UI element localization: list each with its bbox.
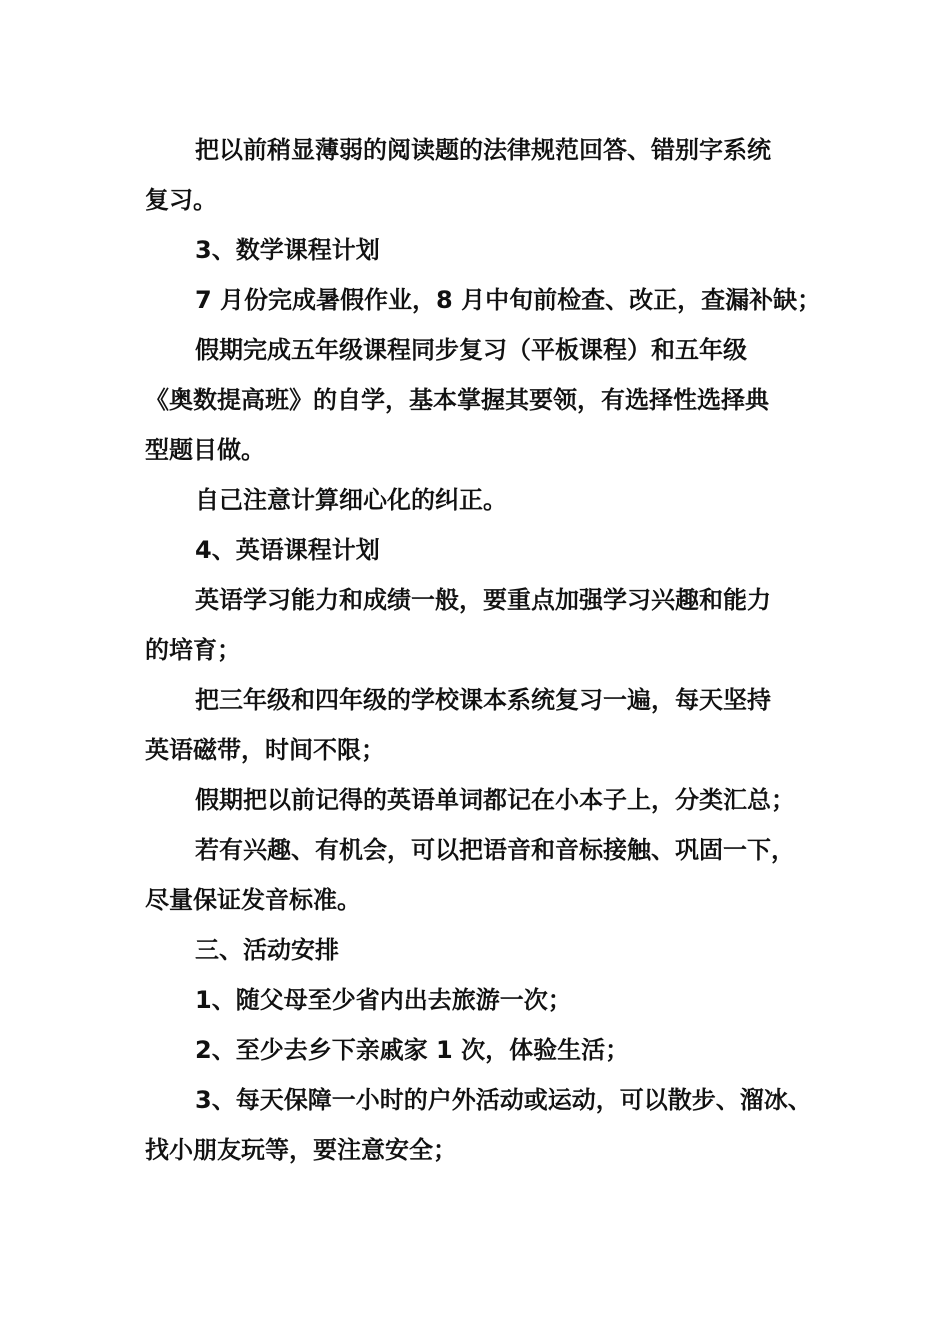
section-heading: 3、数学课程计划 <box>195 236 380 264</box>
paragraph-line: 尽量保证发音标准。 <box>145 886 361 914</box>
section-heading: 三、活动安排 <box>195 936 339 964</box>
list-item: 2、至少去乡下亲戚家 1 次，体验生活； <box>195 1036 630 1064</box>
list-item: 找小朋友玩等，要注意安全； <box>145 1136 457 1164</box>
paragraph-line: 7 月份完成暑假作业，8 月中旬前检查、改正，查漏补缺； <box>195 286 822 314</box>
paragraph-line: 假期把以前记得的英语单词都记在小本子上，分类汇总； <box>195 786 795 814</box>
paragraph-line: 《奥数提高班》的自学，基本掌握其要领，有选择性选择典 <box>145 386 769 414</box>
paragraph-line: 若有兴趣、有机会，可以把语音和音标接触、巩固一下， <box>195 836 795 864</box>
paragraph-line: 把以前稍显薄弱的阅读题的法律规范回答、错别字系统 <box>195 136 771 164</box>
list-item: 3、每天保障一小时的户外活动或运动，可以散步、溜冰、 <box>195 1086 812 1114</box>
paragraph-line: 自己注意计算细心化的纠正。 <box>195 486 507 514</box>
paragraph-line: 英语磁带，时间不限； <box>145 736 385 764</box>
list-item: 1、随父母至少省内出去旅游一次； <box>195 986 572 1014</box>
paragraph-line: 复习。 <box>145 186 217 214</box>
paragraph-line: 把三年级和四年级的学校课本系统复习一遍，每天坚持 <box>195 686 771 714</box>
paragraph-line: 型题目做。 <box>145 436 265 464</box>
paragraph-line: 假期完成五年级课程同步复习（平板课程）和五年级 <box>195 336 747 364</box>
section-heading: 4、英语课程计划 <box>195 536 380 564</box>
paragraph-line: 的培育； <box>145 636 241 664</box>
paragraph-line: 英语学习能力和成绩一般，要重点加强学习兴趣和能力 <box>195 586 771 614</box>
